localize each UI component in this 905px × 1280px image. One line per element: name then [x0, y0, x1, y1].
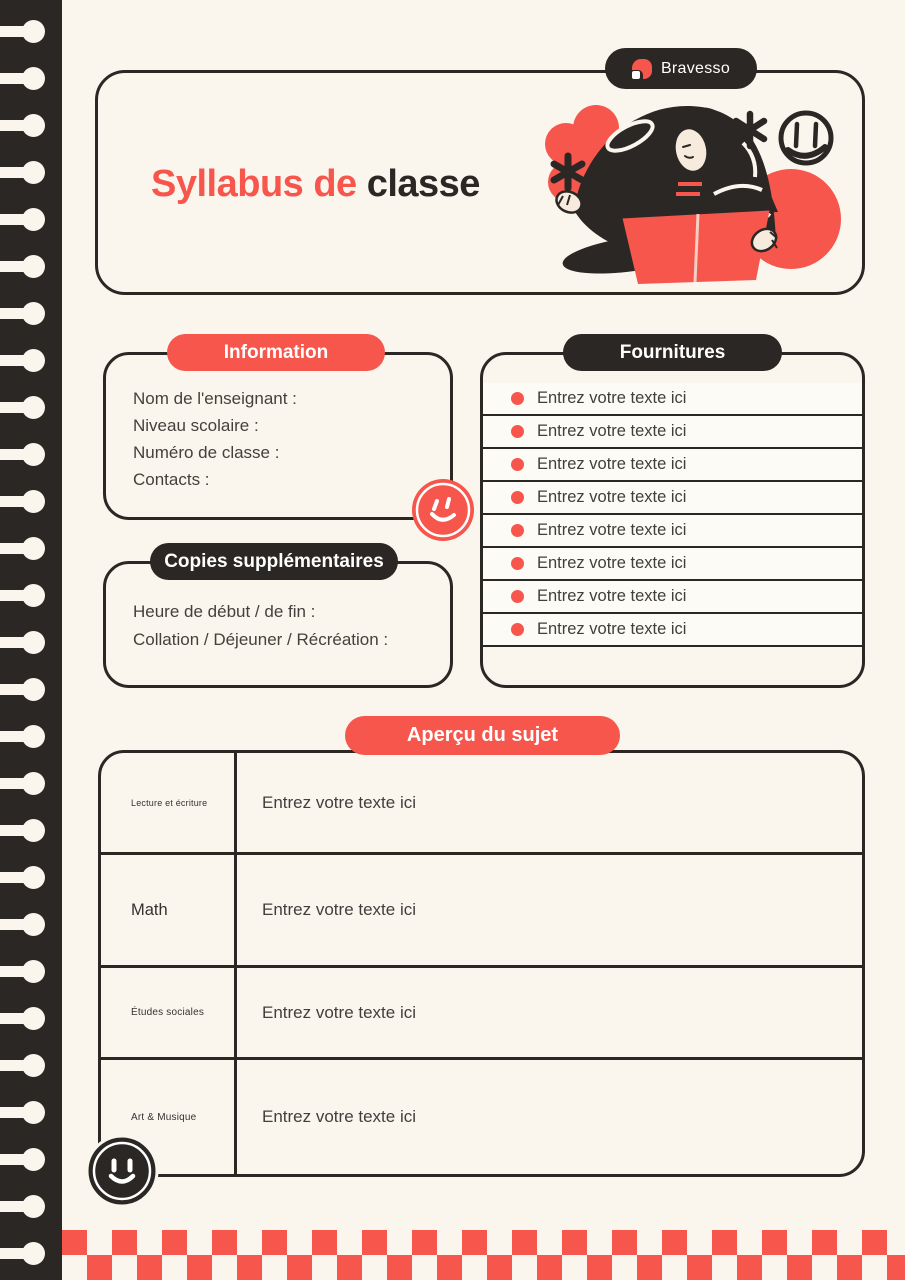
supply-row[interactable] [483, 416, 862, 449]
table-row [101, 965, 862, 1057]
information-field: Nom de l'enseignant : [133, 389, 297, 408]
spine-pin [0, 443, 46, 466]
supplies-pill: Fournitures [563, 334, 782, 371]
spine-pin [0, 537, 46, 560]
supply-placeholder: Entrez votre texte ici [537, 587, 687, 605]
spine-pin [0, 960, 46, 983]
spine-pin [0, 114, 46, 137]
spine-pin [0, 772, 46, 795]
bullet-dot-icon [511, 392, 524, 405]
spine-pin [0, 1007, 46, 1030]
supply-placeholder: Entrez votre texte ici [537, 554, 687, 572]
bullet-dot-icon [511, 524, 524, 537]
spine-pin [0, 349, 46, 372]
sketch-smiley-icon [781, 113, 831, 163]
supply-placeholder: Entrez votre texte ici [537, 422, 687, 440]
spine-pin [0, 866, 46, 889]
spine-pin [0, 1101, 46, 1124]
subject-placeholder-cell[interactable]: Entrez votre texte ici [262, 900, 417, 919]
notebook-spine [0, 0, 62, 1280]
brand-name: Bravesso [660, 59, 731, 77]
header-illustration [538, 98, 868, 296]
supply-row[interactable] [483, 581, 862, 614]
spine-pin [0, 678, 46, 701]
subject-placeholder-cell[interactable]: Entrez votre texte ici [262, 1107, 417, 1126]
spine-pin [0, 20, 46, 43]
spine-pin [0, 255, 46, 278]
supply-row[interactable] [483, 515, 862, 548]
supply-row[interactable] [483, 548, 862, 581]
table-row [101, 1057, 862, 1174]
spine-pin [0, 913, 46, 936]
table-row [101, 753, 862, 852]
spine-pin [0, 725, 46, 748]
spine-pin [0, 1242, 46, 1265]
page-title-accent: Syllabus de [151, 163, 357, 205]
supply-placeholder: Entrez votre texte ici [537, 488, 687, 506]
supply-row[interactable] [483, 383, 862, 416]
subject-cell: Lecture et écriture [101, 753, 237, 852]
information-field: Niveau scolaire : [133, 416, 259, 435]
supply-placeholder: Entrez votre texte ici [537, 389, 687, 407]
supply-placeholder: Entrez votre texte ici [537, 620, 687, 638]
supply-row[interactable] [483, 614, 862, 647]
spine-pin [0, 396, 46, 419]
smiley-badge-black [85, 1134, 159, 1208]
spine-pin [0, 490, 46, 513]
spine-pin [0, 1195, 46, 1218]
overview-table [98, 750, 865, 1177]
bullet-dot-icon [511, 590, 524, 603]
bullet-dot-icon [511, 623, 524, 636]
information-field: Numéro de classe : [133, 443, 280, 462]
supply-row[interactable] [483, 449, 862, 482]
extra-copies-field: Collation / Déjeuner / Récréation : [133, 630, 389, 649]
table-row [101, 852, 862, 965]
smiley-badge-red [411, 478, 475, 542]
bullet-dot-icon [511, 458, 524, 471]
bullet-dot-icon [511, 425, 524, 438]
subject-cell: Math [101, 855, 237, 965]
supplies-list [483, 383, 862, 647]
spine-pin [0, 1054, 46, 1077]
subject-cell: Études sociales [101, 968, 237, 1057]
supply-placeholder: Entrez votre texte ici [537, 455, 687, 473]
spine-pin [0, 161, 46, 184]
page-title [151, 163, 480, 206]
bullet-dot-icon [511, 491, 524, 504]
supply-placeholder: Entrez votre texte ici [537, 521, 687, 539]
extra-copies-card [103, 561, 453, 688]
supply-row[interactable] [483, 482, 862, 515]
extra-copies-pill: Copies supplémentaires [150, 543, 398, 580]
information-fields [106, 355, 450, 493]
page-title-rest: classe [366, 163, 480, 205]
subject-cell: Art & Musique [101, 1060, 237, 1174]
information-pill: Information [167, 334, 385, 371]
overview-pill: Aperçu du sujet [345, 716, 620, 755]
subject-placeholder-cell[interactable]: Entrez votre texte ici [262, 792, 417, 812]
spine-pin [0, 208, 46, 231]
spine-pin [0, 1148, 46, 1171]
spine-pin [0, 584, 46, 607]
header-card [95, 70, 865, 295]
spine-pin [0, 631, 46, 654]
subject-placeholder-cell[interactable]: Entrez votre texte ici [262, 1002, 417, 1022]
bullet-dot-icon [511, 557, 524, 570]
spine-pin [0, 819, 46, 842]
spine-pin [0, 302, 46, 325]
extra-copies-field: Heure de début / de fin : [133, 602, 316, 621]
information-field: Contacts : [133, 470, 210, 489]
brand-logo-icon [632, 59, 652, 79]
information-card [103, 352, 453, 520]
supplies-card [480, 352, 865, 688]
brand-badge [605, 48, 757, 89]
spine-pin [0, 67, 46, 90]
checker-border [62, 1230, 905, 1280]
